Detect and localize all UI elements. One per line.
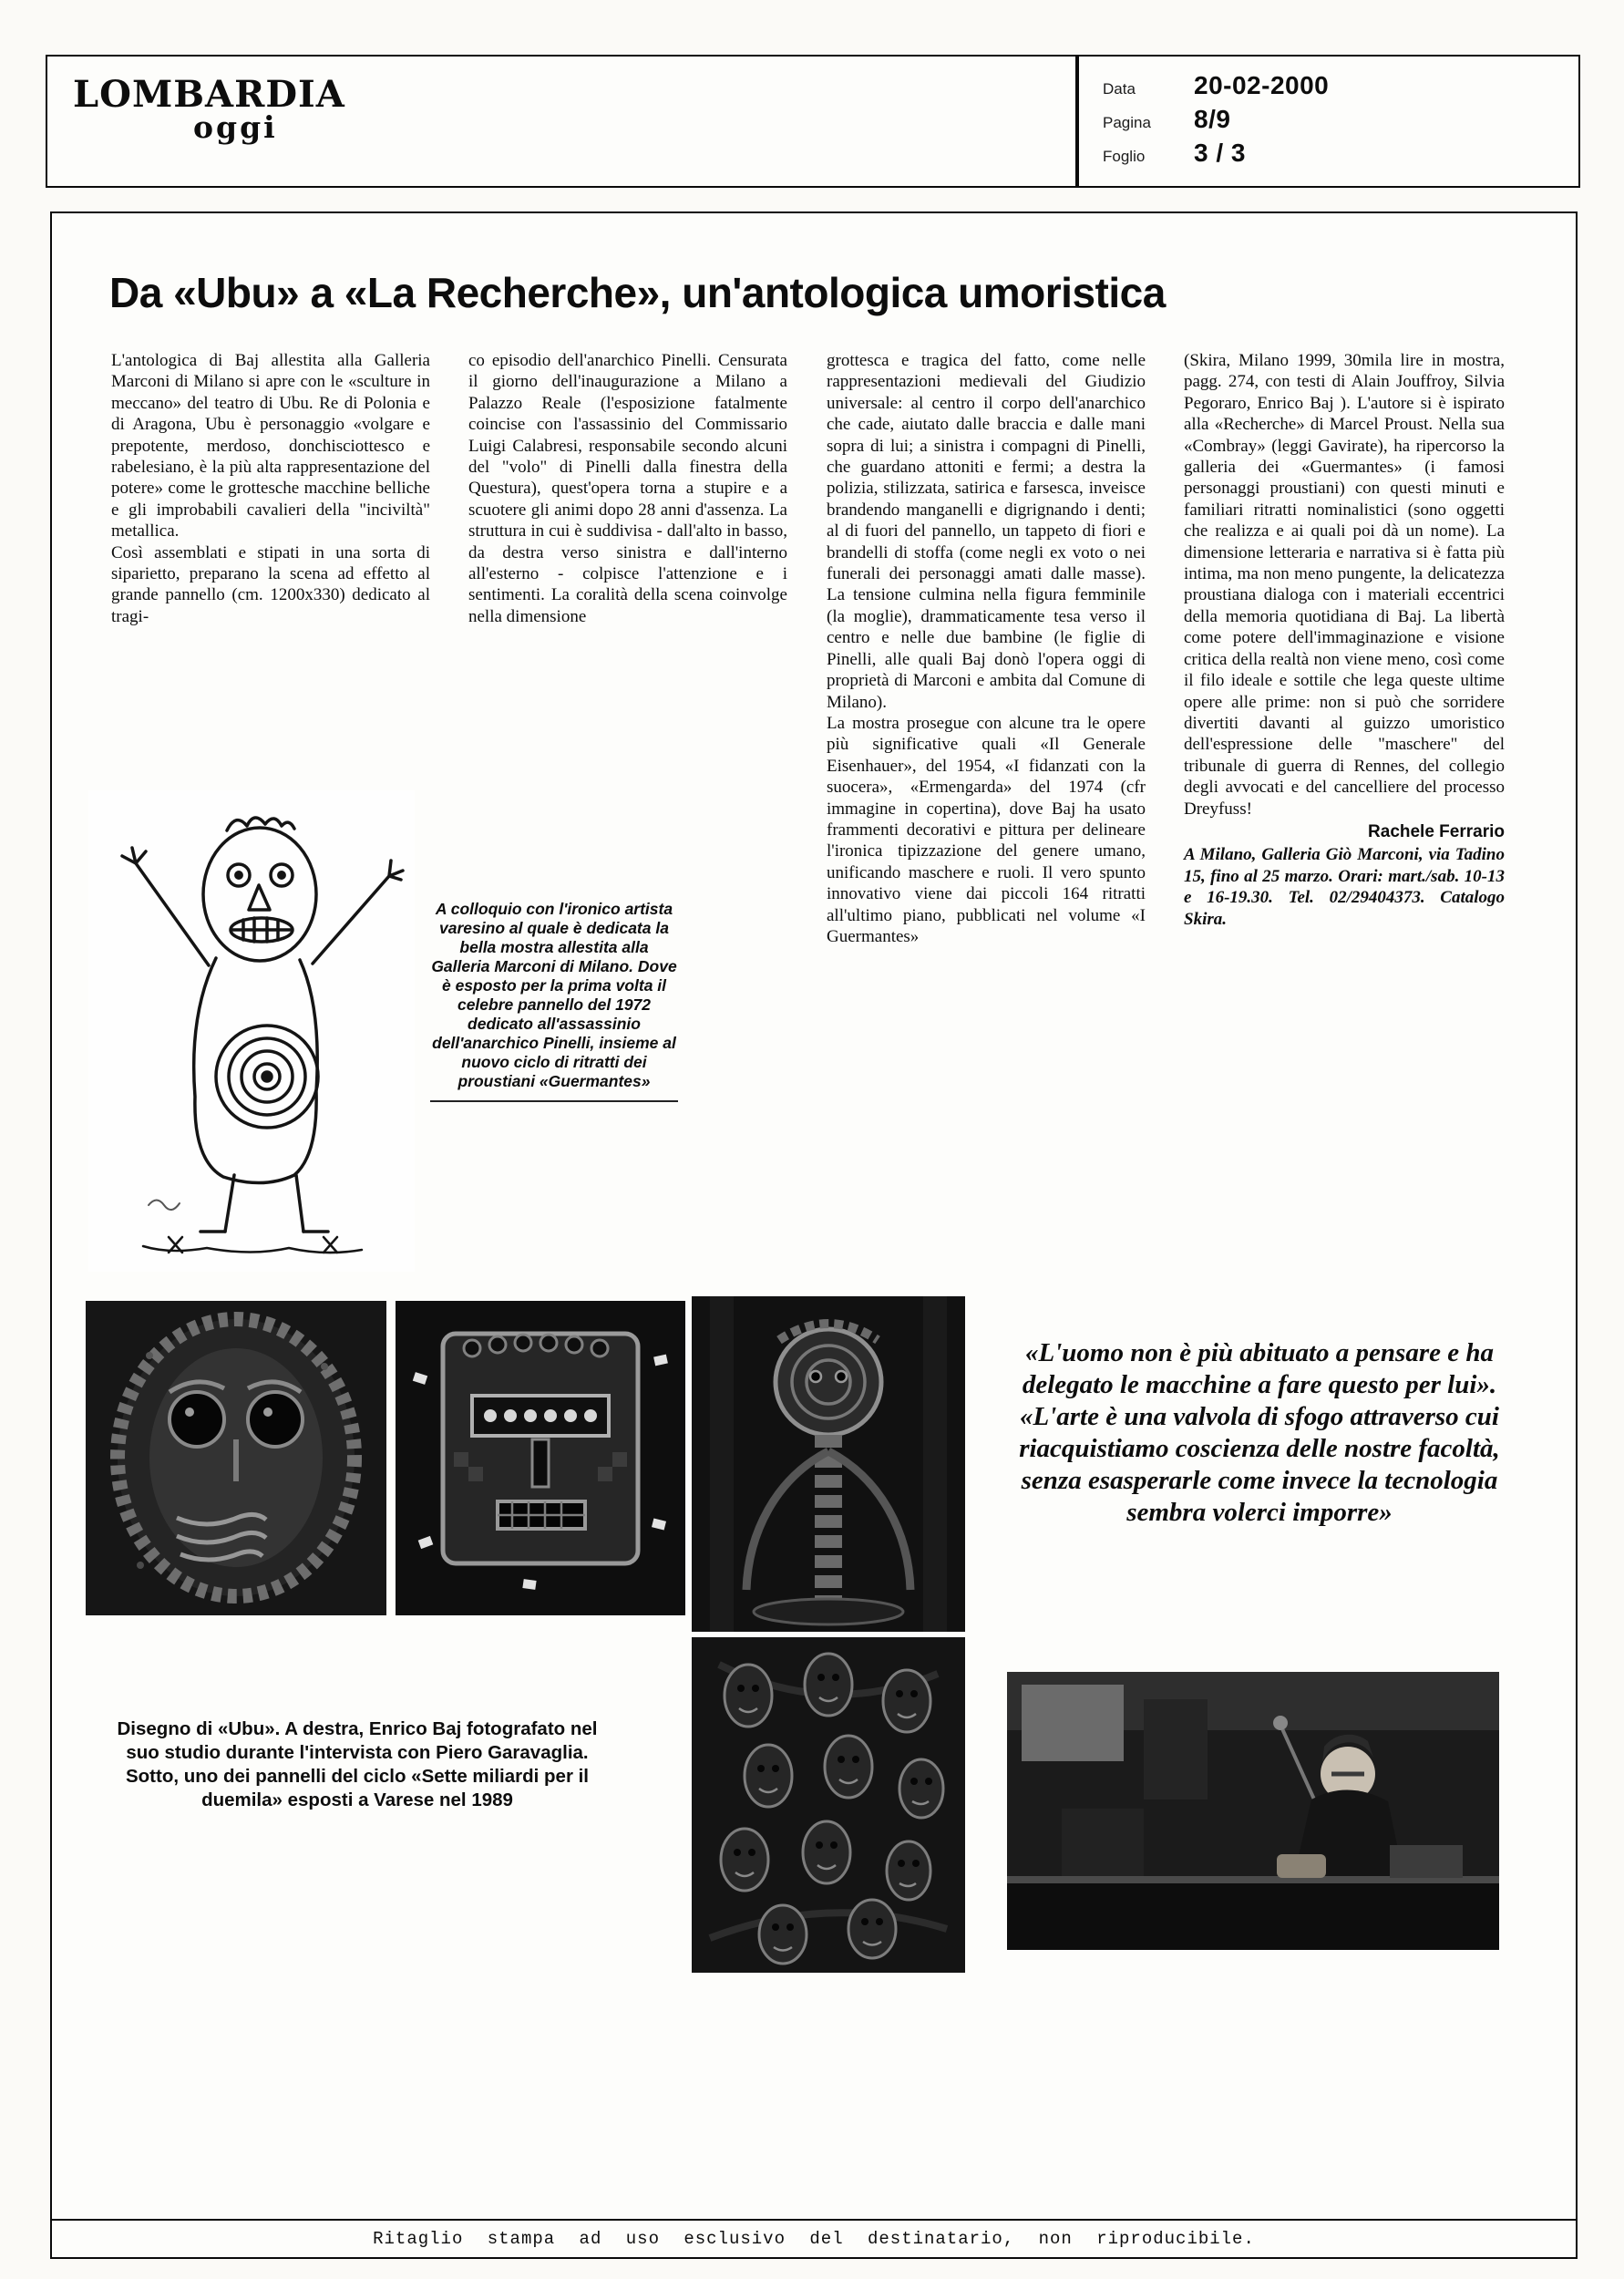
data-value: 20-02-2000: [1194, 71, 1330, 99]
braided-figure-image: [692, 1296, 965, 1632]
article-frame: [50, 211, 1578, 2259]
info-row-pagina: [1103, 105, 1578, 134]
info-row-data: [1103, 71, 1578, 100]
newspaper-logo-line2: oggi: [193, 109, 278, 145]
side-photo-caption: A colloquio con l'ironico artista varesino al quale è dedicata la bella mostra allestita alla Galleria Marconi di Milano. Dove è esposto per la prima volta il celebre pannello del 1972 dedicato all'assassinio dell'anarchico Pinelli, insieme al nuovo ciclo di ritratti dei proustiani «Guermantes»: [430, 900, 678, 1102]
article-paragraph: co episodio dell'anarchico Pinelli. Censurata il giorno dell'inaugurazione a Milano a Palazzo Reale (l'esposizione fatalmente coincise con l'assassinio del Commissario Luigi Calabresi, responsabile secondo alcuni del "volo" di Pinelli dalla finestra della Questura), quest'opera torna a stupire e a scuotere gli animi dopo 28 anni d'assenza. La struttura in cui è suddivisa - dall'alto in basso, da destra verso sinistra e dall'interno all'esterno - colpisce l'attenzione e i sentimenti. La coralità della scena coinvolge nella dimensione: [468, 351, 787, 626]
info-row-foglio: [1103, 139, 1578, 168]
seven-billion-panel-image: [692, 1637, 965, 1973]
masthead-logo-box: [46, 55, 1077, 188]
bottom-images-caption: Disegno di «Ubu». A destra, Enrico Baj fotografato nel suo studio durante l'intervista con Piero Garavaglia. Sotto, uno dei pannelli del ciclo «Sette miliardi per il duemila» esposti a Varese nel 1989: [117, 1718, 598, 1810]
clipping-disclaimer: [52, 2219, 1576, 2257]
newspaper-logo-line1: LOMBARDIA: [73, 73, 345, 116]
ubu-drawing-image: [88, 790, 415, 1272]
foglio-label: Foglio: [1103, 148, 1146, 165]
baj-mask-image-2: [396, 1301, 685, 1615]
article-byline: Rachele Ferrario: [1368, 821, 1505, 841]
pagina-value: 8/9: [1194, 105, 1231, 133]
foglio-value: 3 / 3: [1194, 139, 1246, 167]
article-column-1: [111, 350, 430, 627]
pull-quote: «L'uomo non è più abituato a pensare e ha delegato le macchine a fare questo per lui». «L'arte è una valvola di sfogo attraverso cui riacquistiamo coscienza delle nostre facoltà, senza esasperarle come invece la tecnologia sembra volerci imporre»: [1019, 1338, 1500, 1527]
disclaimer-text: Ritaglio stampa ad uso esclusivo del destinatario, non riproducibile.: [373, 2229, 1255, 2249]
data-label: Data: [1103, 80, 1136, 98]
article-paragraph: Così assemblati e stipati in una sorta di siparietto, preparano la scena ad effetto al grande pannello (cm. 1200x330) dedicato al tragi-: [111, 542, 430, 626]
baj-mask-image-1: [86, 1301, 386, 1615]
article-column-4: [1184, 350, 1505, 930]
article-paragraph: grottesca e tragica del fatto, come nelle rappresentazioni medievali del Giudizio universale: al centro il corpo dell'anarchico che cade, aiutato dalle braccia e dalle mani sopra di lui; a sinistra i compagni di Pinelli, che guardano attoniti e fermi; a destra la polizia, stilizzata, satirica e farsesca, inveisce brandendo manganelli e digrignando i denti; al di fuori del pannello, un tappeto di fiori e brandelli di stoffa (come negli ex voto o nei funerali dei personaggi amati dalle masse). La tensione culmina nella figura femminile (la moglie), drammaticamente tesa verso il centro e nelle due bambine (le figlie di Pinelli, alle quali Baj donò l'opera oggi di proprietà di Marconi e ambita dal Comune di Milano).: [827, 351, 1146, 712]
article-paragraph: L'antologica di Baj allestita alla Galleria Marconi di Milano si apre con le «sculture in meccano» del teatro di Ubu. Re di Polonia e di Aragona, Ubu è personaggio «volgare e prepotente, merdoso, donchisciottesco e rabelesiano, è la più alta rappresentazione del potere» come le grottesche macchine belliche e gli improbabili cavalieri della "inciviltà" metallica.: [111, 351, 430, 541]
pagina-label: Pagina: [1103, 114, 1151, 131]
clipping-info-box: [1077, 55, 1580, 188]
article-paragraph: (Skira, Milano 1999, 30mila lire in mostra, pagg. 274, con testi di Alain Jouffroy, Silvia Pegoraro, Enrico Baj ). L'autore si è ispirato alla «Recherche» di Marcel Proust. Nella sua «Combray» (leggi Gavirate), ha ripercorso la galleria dei «Guermantes» (i famosi personaggi proustiani) con questi minuti e familiari ritratti nominalistici (sono oggetti che realizza e ai quali poi dà un nome). La dimensione letteraria e narrativa si è fatta più intima, ma non meno pungente, la delicatezza proustiana dialoga con i materiali eccentrici della memoria quotidiana di Baj. La libertà come potere dell'immaginazione e visione critica della realtà non viene meno, così come il filo ideale e sottile che lega queste ultime opere alle prime: non si può che sorridere divertiti davanti al guizzo umoristico dell'espressione delle "maschere" del tribunale di guerra di Rennes, del collegio degli avvocati e del cancelliere del processo Dreyfuss!: [1184, 351, 1505, 819]
enrico-baj-studio-photo: [1007, 1672, 1499, 1950]
article-column-3: [827, 350, 1146, 947]
exhibition-info: A Milano, Galleria Giò Marconi, via Tadino 15, fino al 25 marzo. Orari: mart./sab. 10-13 e 16-19.30. Tel. 02/29404373. Catalogo Skira.: [1184, 845, 1505, 929]
article-title: Da «Ubu» a «La Recherche», un'antologica umoristica: [109, 269, 1166, 316]
article-paragraph: La mostra prosegue con alcune tra le opere più significative quali «Il Generale Eisenhauer», del 1954, «I fidanzati con la suocera», «Ermengarda» del 1974 (cfr immagine in copertina), dove Baj ha usato frammenti decorativi e pittura per delineare l'ironica tipizzazione del genere umano, unificando maschere e ruoli. Il vero spunto innovativo viene dai piccoli 164 ritratti all'ultimo piano, pubblicati nel volume «I Guermantes»: [827, 713, 1146, 946]
article-column-2: [468, 350, 787, 627]
